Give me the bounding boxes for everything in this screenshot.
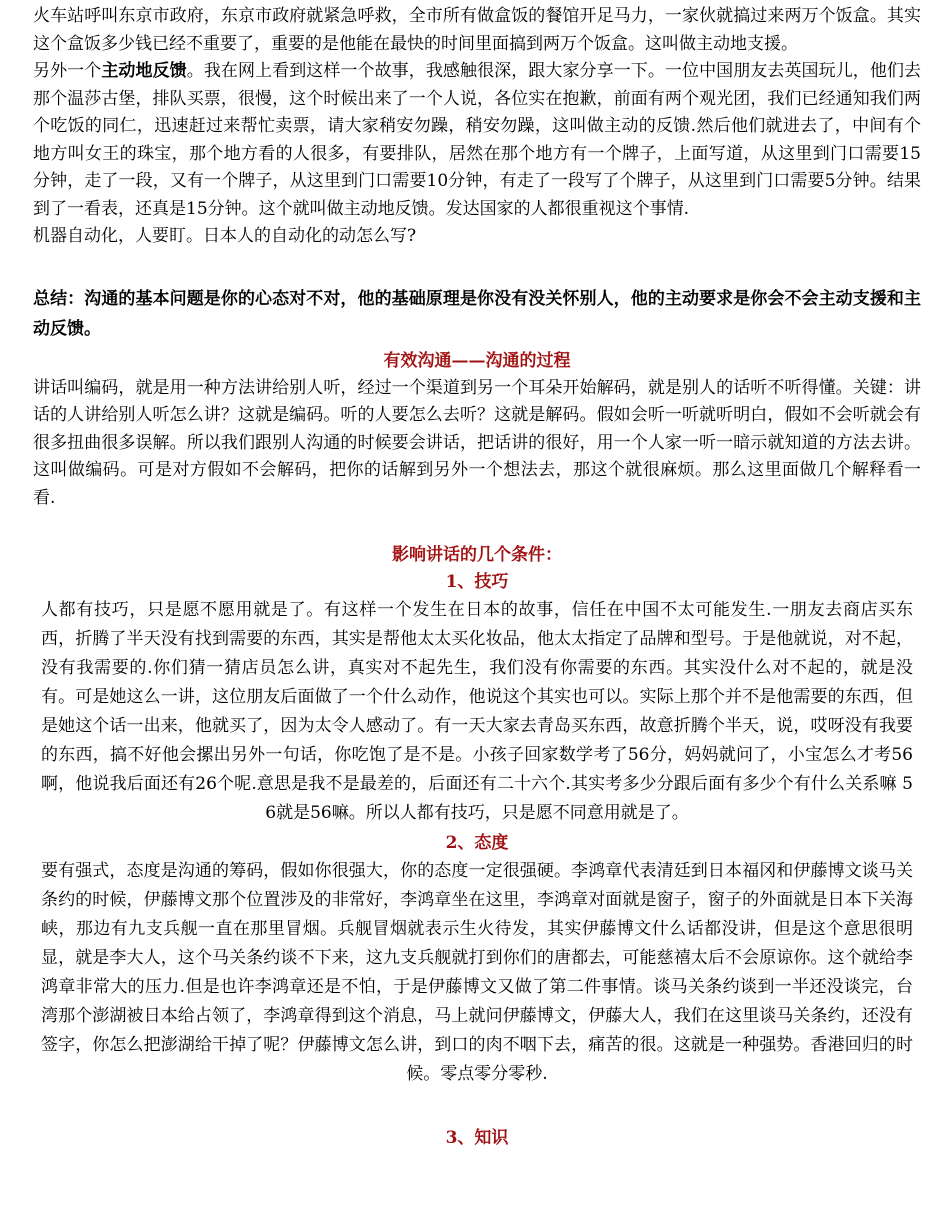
spacer [33,512,921,542]
section-heading-knowledge: 3、知识 [445,1128,509,1148]
spacer [33,251,921,278]
paragraph-skill: 人都有技巧，只是愿不愿用就是了。有这样一个发生在日本的故事，信任在中国不太可能发生.一朋友去商店买东西，折腾了半天没有找到需要的东西，其实是帮他太太买化妆品，他太太指定了品牌和型号。于是他就说，对不起，没有我需要的.你们猜一猜店员怎么讲，真实对不起先生，我们没有你需要的东西。其实没什么对不起的，就是没有。可是她这么一讲，这位朋友后面做了一个什么动作，他说这个其实也可以。实际上那个并不是他需要的东西，但是她这个话一出来，他就买了，因为太令人感动了。有一天大家去青岛买东西，故意折腾个半天，说，哎呀没有我要的东西，搞不好他会摞出另外一句话，你吃饱了是不是。小孩子回家数学考了56分，妈妈就问了，小宝怎么才考56啊，他说我后面还有26个呢.意思是我不是最差的，后面还有二十六个.其实考多少分跟后面有多少个有什么关系嘛 56就是56嘛。所以人都有技巧，只是愿不同意用就是了。 [41,600,913,823]
paragraph-attitude: 要有强式，态度是沟通的筹码，假如你很强大，你的态度一定很强硬。李鸿章代表清廷到日本福冈和伊藤博文谈马关条约的时候，伊藤博文那个位置涉及的非常好，李鸿章坐在这里，李鸿章对面就是窗子，窗子的外面就是日本下关海峡，那边有九支兵舰一直在那里冒烟。兵舰冒烟就表示生火待发，其实伊藤博文什么话都没讲，但是这个意思很明显，就是李大人，这个马关条约谈不下来，这九支兵舰就打到你们的唐都去，可能慈禧太后不会原谅你。这个就给李鸿章非常大的压力.但是也许李鸿章还是不怕，于是伊藤博文又做了第二件事情。谈马关条约谈到一半还没谈完，台湾那个澎湖被日本给占领了，李鸿章得到这个消息，马上就问伊藤博文，伊藤大人，我们在这里谈马关条约，还没有签字，你怎么把澎湖给干掉了呢？伊藤博文怎么讲，到口的肉不咽下去，痛苦的很。这就是一种强势。香港回归的时候。零点零分零秒. [41,861,913,1084]
feedback-story: 。我在网上看到这样一个故事，我感触很深，跟大家分享一下。一位中国朋友去英国玩儿，他们去那个温莎古堡，排队买票，很慢，这个时候出来了一个人说，各位实在抱歉，前面有两个观光团，我们已经通知我们两个吃饭的同仁，迅速赶过来帮忙卖票，请大家稍安勿躁，稍安勿躁，这叫做主动的反馈.然后他们就进去了，中间有个地方叫女王的珠宝，那个地方看的人很多，有要排队，居然在那个地方有一个牌子，上面写道，从这里到门口需要15分钟，走了一段，又有一个牌子，从这里到门口需要10分钟，有走了一段写了个牌子，从这里到门口需要5分钟。结果到了一看表，还真是15分钟。这个就叫做主动地反馈。发达国家的人都很重视这个事情. [33,61,922,219]
paragraph-support: 火车站呼叫东京市政府，东京市政府就紧急呼救，全市所有做盒饭的餐馆开足马力，一家伙就搞过来两万个饭盒。其实这个盒饭多少钱已经不重要了，重要的是他能在最快的时间里面搞到两万个饭盒。这叫做主动地支援。 [33,6,921,54]
section-heading-conditions: 影响讲话的几个条件： [392,545,562,565]
feedback-keyword: 主动地反馈 [101,61,187,81]
section-heading-skill: 1、技巧 [445,572,509,592]
spacer [33,1089,921,1125]
section-heading-process: 有效沟通——沟通的过程 [383,350,571,371]
summary-paragraph: 总结：沟通的基本问题是你的心态对不对，他的基础原理是你没有没关怀别人，他的主动要求是你会不会主动支援和主动反馈。 [33,288,921,339]
paragraph-feedback [33,58,921,223]
document-page [33,0,921,1152]
section-heading-attitude: 2、态度 [445,833,509,853]
feedback-intro: 另外一个 [33,61,102,81]
paragraph-encoding: 讲话叫编码，就是用一种方法讲给别人听，经过一个渠道到另一个耳朵开始解码，就是别人的话听不听得懂。关键：讲话的人讲给别人听怎么讲？这就是编码。听的人要怎么去听？这就是解码。假如会听一听就听明白，假如不会听就会有很多扭曲很多误解。所以我们跟别人沟通的时候要会讲话，把话讲的很好，用一个人家一听一暗示就知道的方法去讲。这叫做编码。可是对方假如不会解码，把你的话解到另外一个想法去，那这个就很麻烦。那么这里面做几个解释看一看. [33,377,921,508]
paragraph-automation: 机器自动化，人要盯。日本人的自动化的动怎么写? [33,226,417,246]
